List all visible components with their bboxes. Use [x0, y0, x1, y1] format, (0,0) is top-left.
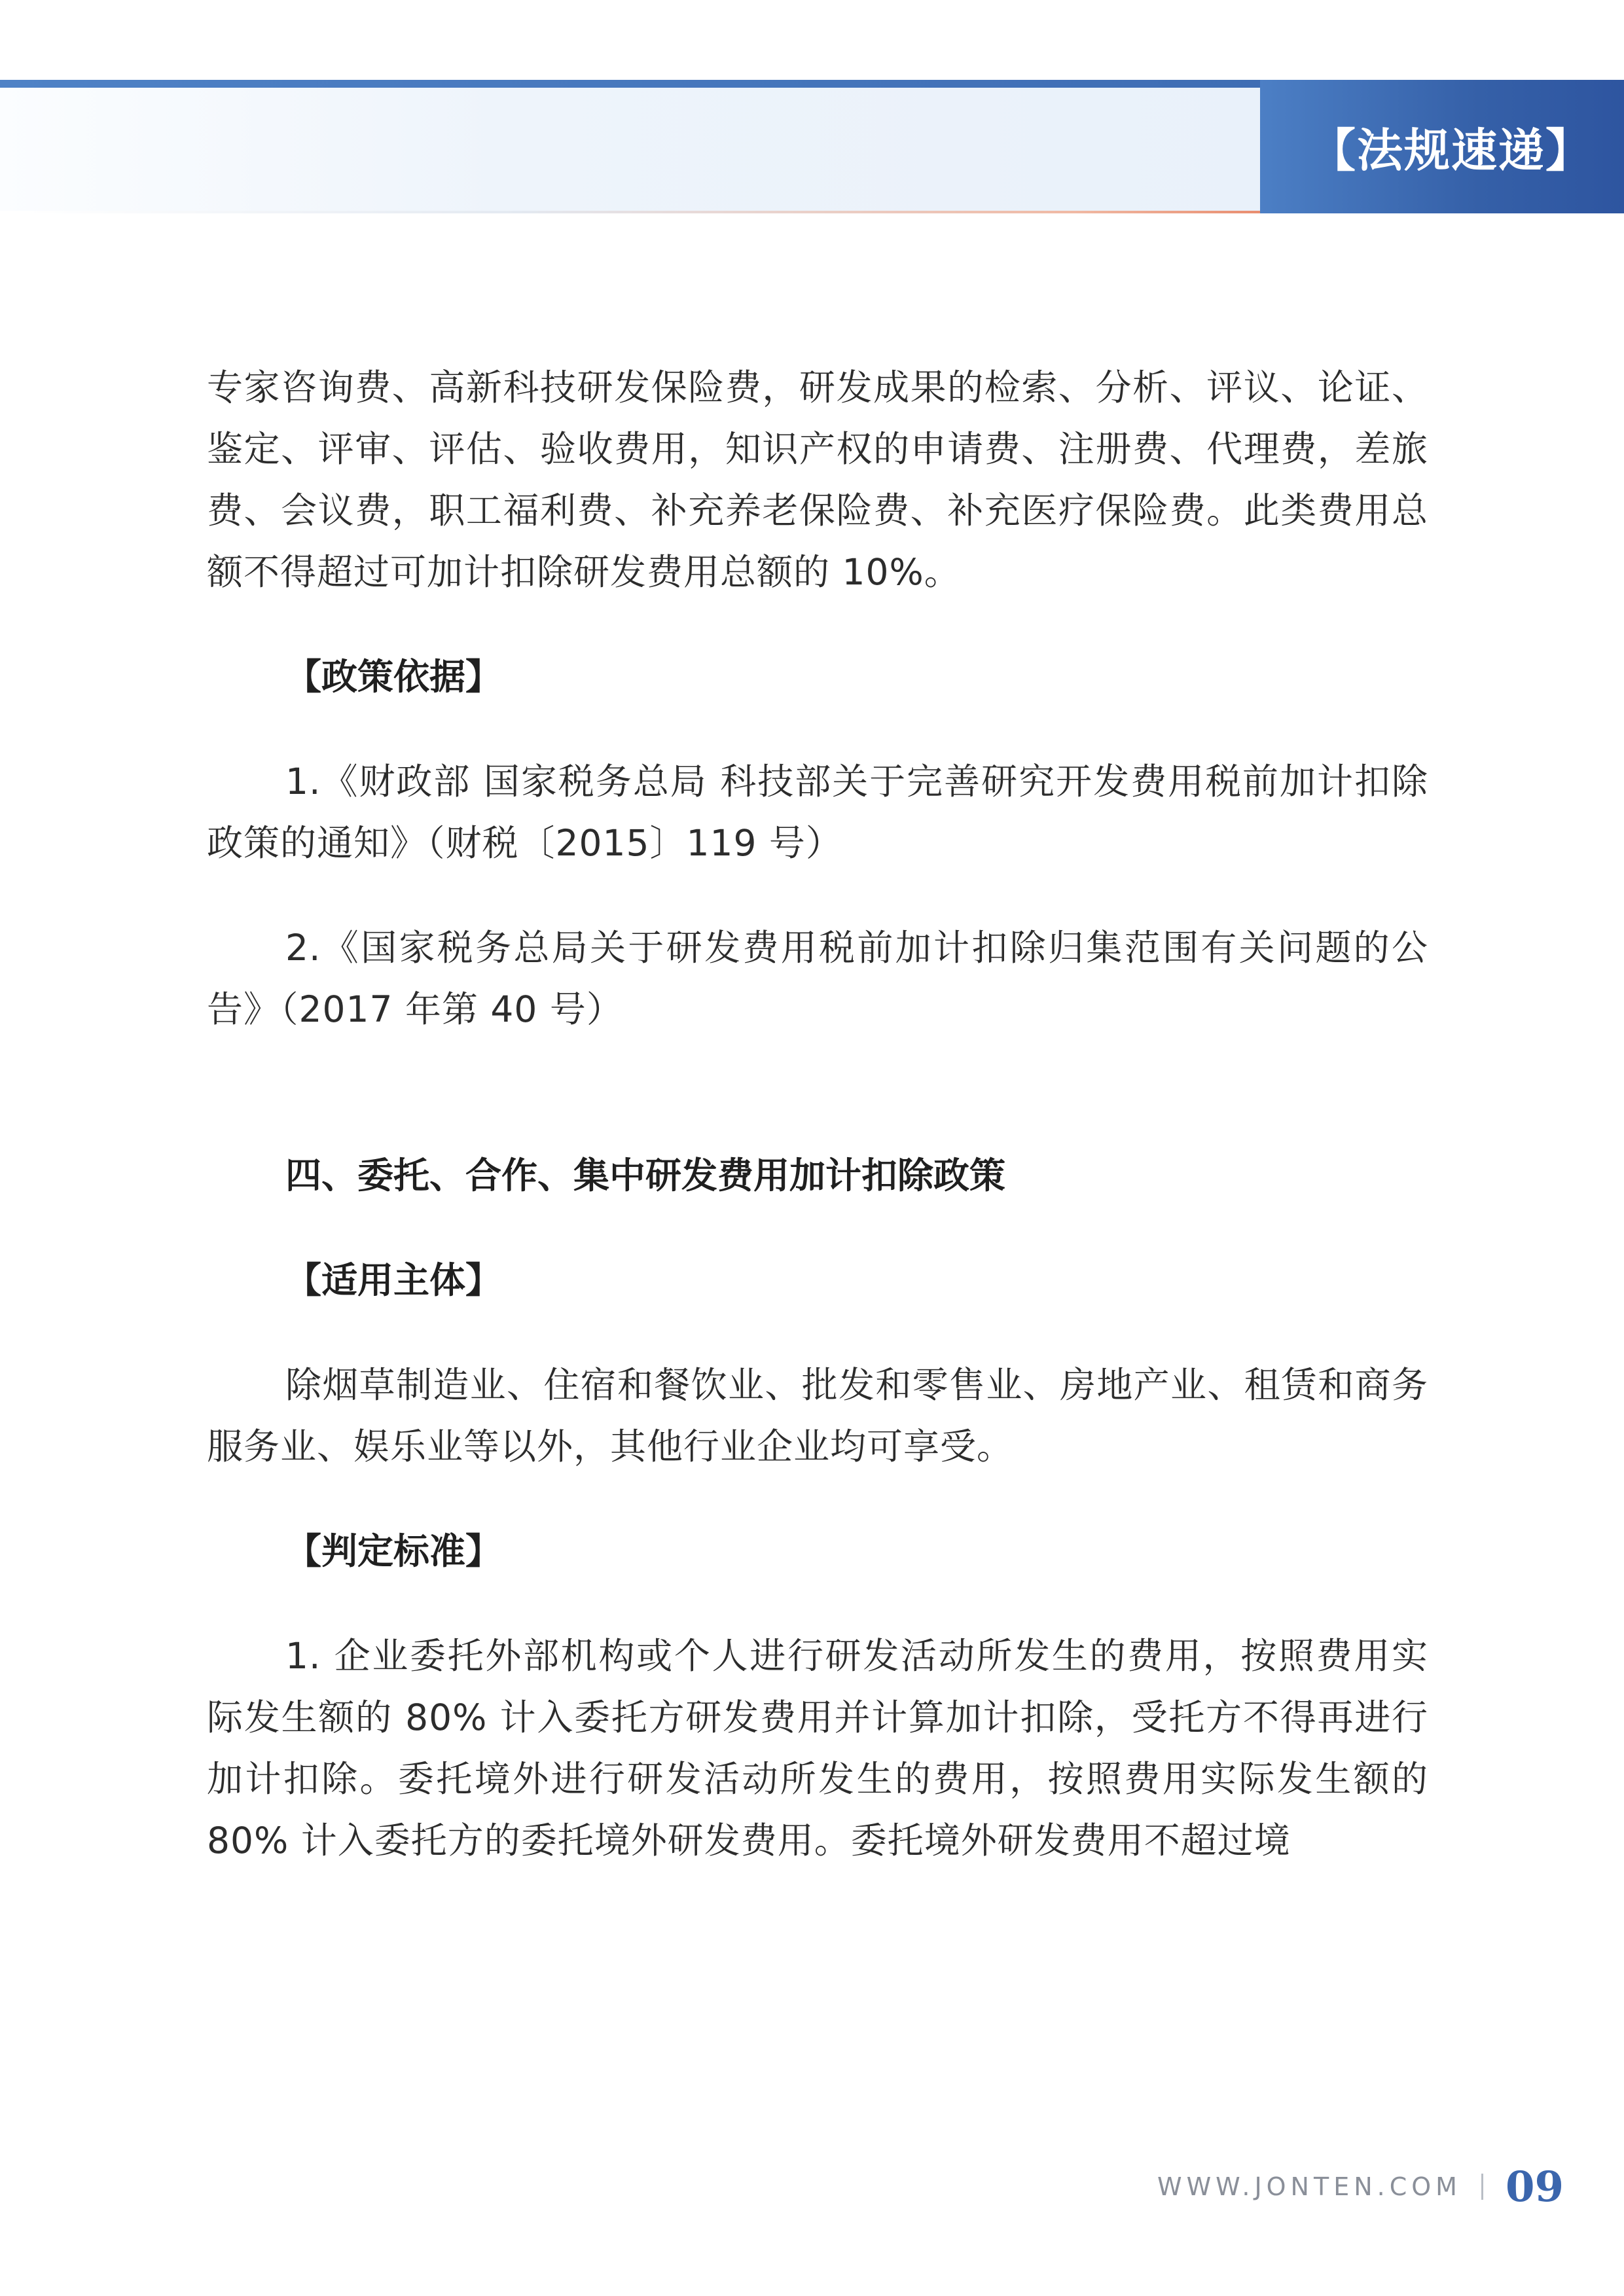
header-band [0, 88, 1260, 211]
footer-separator [1481, 2174, 1483, 2200]
page-number: 09 [1505, 2162, 1564, 2212]
policy-basis-item-2: 2.《国家税务总局关于研发费用税前加计扣除归集范围有关问题的公告》（2017 年第 40 号） [207, 927, 1428, 1030]
policy-basis-label: 【政策依据】 [285, 656, 502, 698]
criteria-text: 1. 企业委托外部机构或个人进行研发活动所发生的费用，按照费用实际发生额的 80% 计入委托方研发费用并计算加计扣除，受托方不得再进行加计扣除。委托境外进行研发活动所发生的费用，按照费用实际发生额的 80% 计入委托方的委托境外研发费用。委托境外研发费用不超过境 [207, 1635, 1428, 1861]
header-divider [26, 211, 1260, 213]
applicable-label: 【适用主体】 [285, 1259, 502, 1301]
intro-paragraph: 专家咨询费、高新科技研发保险费，研发成果的检索、分析、评议、论证、鉴定、评审、评估、验收费用，知识产权的申请费、注册费、代理费，差旅费、会议费，职工福利费、补充养老保险费、补充医疗保险费。此类费用总额不得超过可加计扣除研发费用总额的 10%。 [207, 367, 1428, 593]
applicable-text: 除烟草制造业、住宿和餐饮业、批发和零售业、房地产业、租赁和商务服务业、娱乐业等以外，其他行业企业均可享受。 [207, 1364, 1428, 1467]
policy-basis-item-1: 1.《财政部 国家税务总局 科技部关于完善研究开发费用税前加计扣除政策的通知》（财税〔2015〕119 号） [207, 761, 1428, 864]
header-top-line [0, 80, 1260, 88]
section-tag-text: 【法规速递】 [1310, 122, 1593, 177]
footer-website: WWW.JONTEN.COM [1157, 2172, 1462, 2201]
page-footer [1157, 2157, 1564, 2216]
document-body [207, 357, 1428, 1871]
section-tag [1260, 80, 1624, 213]
section-heading: 四、委托、合作、集中研发费用加计扣除政策 [285, 1155, 1006, 1196]
criteria-label: 【判定标准】 [285, 1530, 502, 1572]
